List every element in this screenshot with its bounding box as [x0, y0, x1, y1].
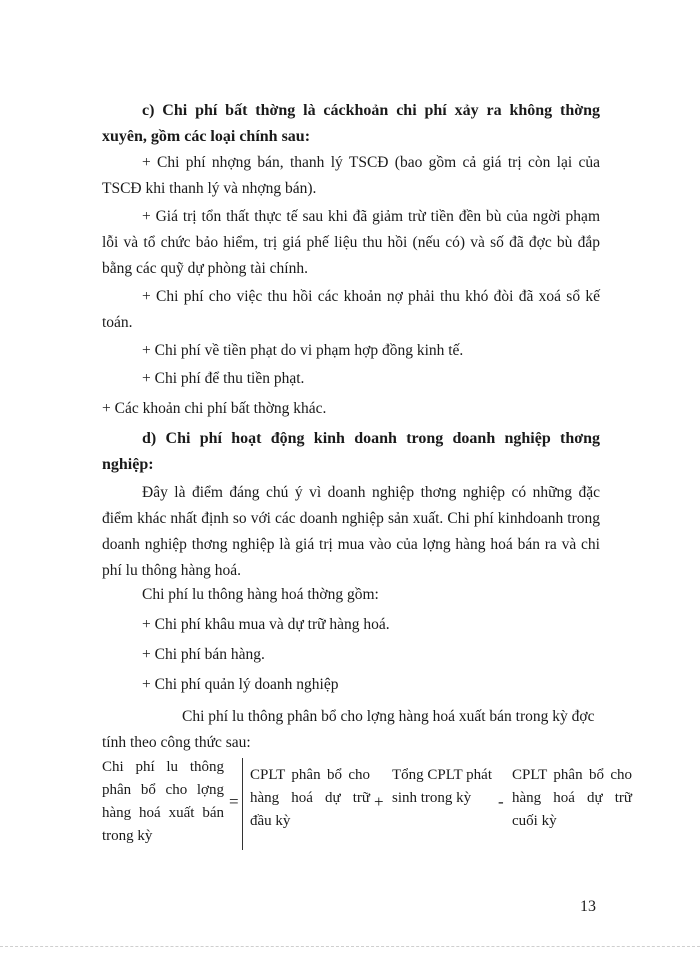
formula-term-closing: CPLT phân bổ cho hàng hoá dự trữ cuối kỳ — [512, 767, 632, 829]
formula-intro: Chi phí lu thông phân bổ cho lợng hàng hoá xuất bán trong kỳ đợc tính theo công thức sau: — [102, 708, 595, 751]
d-paragraph: Đây là điểm đáng chú ý vì doanh nghiệp thơng nghiệp có những đặc điểm khác nhất định so với các doanh nghiệp sản xuất. Chi phí kinhdoanh trong doanh nghiệp thơng nghiệp là giá trị mua vào của lợng hàng hoá bán ra và chi phí lu thông hàng hoá. — [102, 484, 600, 579]
formula-term-opening: CPLT phân bổ cho hàng hoá dự trữ đầu kỳ — [250, 767, 370, 829]
c-item-5: + Chi phí để thu tiền phạt. — [142, 370, 305, 387]
d-item-3: + Chi phí quản lý doanh nghiệp — [142, 676, 339, 693]
d-list-intro: Chi phí lu thông hàng hoá thờng gồm: — [142, 586, 379, 603]
formula-separator — [242, 758, 243, 850]
section-c-heading: c) Chi phí bất thờng là cáckhoản chi phí xảy ra không thờng xuyên, gồm các loại chính sau: — [102, 102, 600, 145]
c-item-2: + Giá trị tổn thất thực tế sau khi đã giảm trừ tiền đền bù của ngời phạm lỗi và tổ chức bảo hiểm, trị giá phế liệu thu hồi (nếu có) và số đã đợc bù đắp bằng các quỹ dự phòng tài chính. — [102, 208, 600, 277]
formula-lhs: Chi phí lu thông phân bổ cho lợng hàng hoá xuất bán trong kỳ — [102, 759, 224, 844]
c-item-3: + Chi phí cho việc thu hồi các khoản nợ phải thu khó đòi đã xoá sổ kế toán. — [102, 288, 600, 331]
section-d-heading: d) Chi phí hoạt động kinh doanh trong doanh nghiệp thơng nghiệp: — [102, 430, 600, 473]
page-number: 13 — [580, 898, 596, 915]
formula-term-incurred: Tổng CPLT phát sinh trong kỳ — [392, 767, 493, 806]
c-item-4: + Chi phí về tiền phạt do vi phạm hợp đồng kinh tế. — [142, 342, 464, 359]
c-item-1: + Chi phí nhợng bán, thanh lý TSCĐ (bao gồm cả giá trị còn lại của TSCĐ khi thanh lý và nhợng bán). — [102, 154, 600, 197]
formula-minus: - — [498, 792, 504, 811]
formula-equals: = — [229, 792, 239, 811]
cost-formula — [102, 756, 642, 864]
d-item-2: + Chi phí bán hàng. — [142, 646, 265, 663]
page-bottom-rule — [0, 946, 700, 947]
c-item-6: + Các khoản chi phí bất thờng khác. — [102, 400, 327, 417]
formula-plus: + — [374, 792, 384, 811]
d-item-1: + Chi phí khâu mua và dự trữ hàng hoá. — [142, 616, 390, 633]
